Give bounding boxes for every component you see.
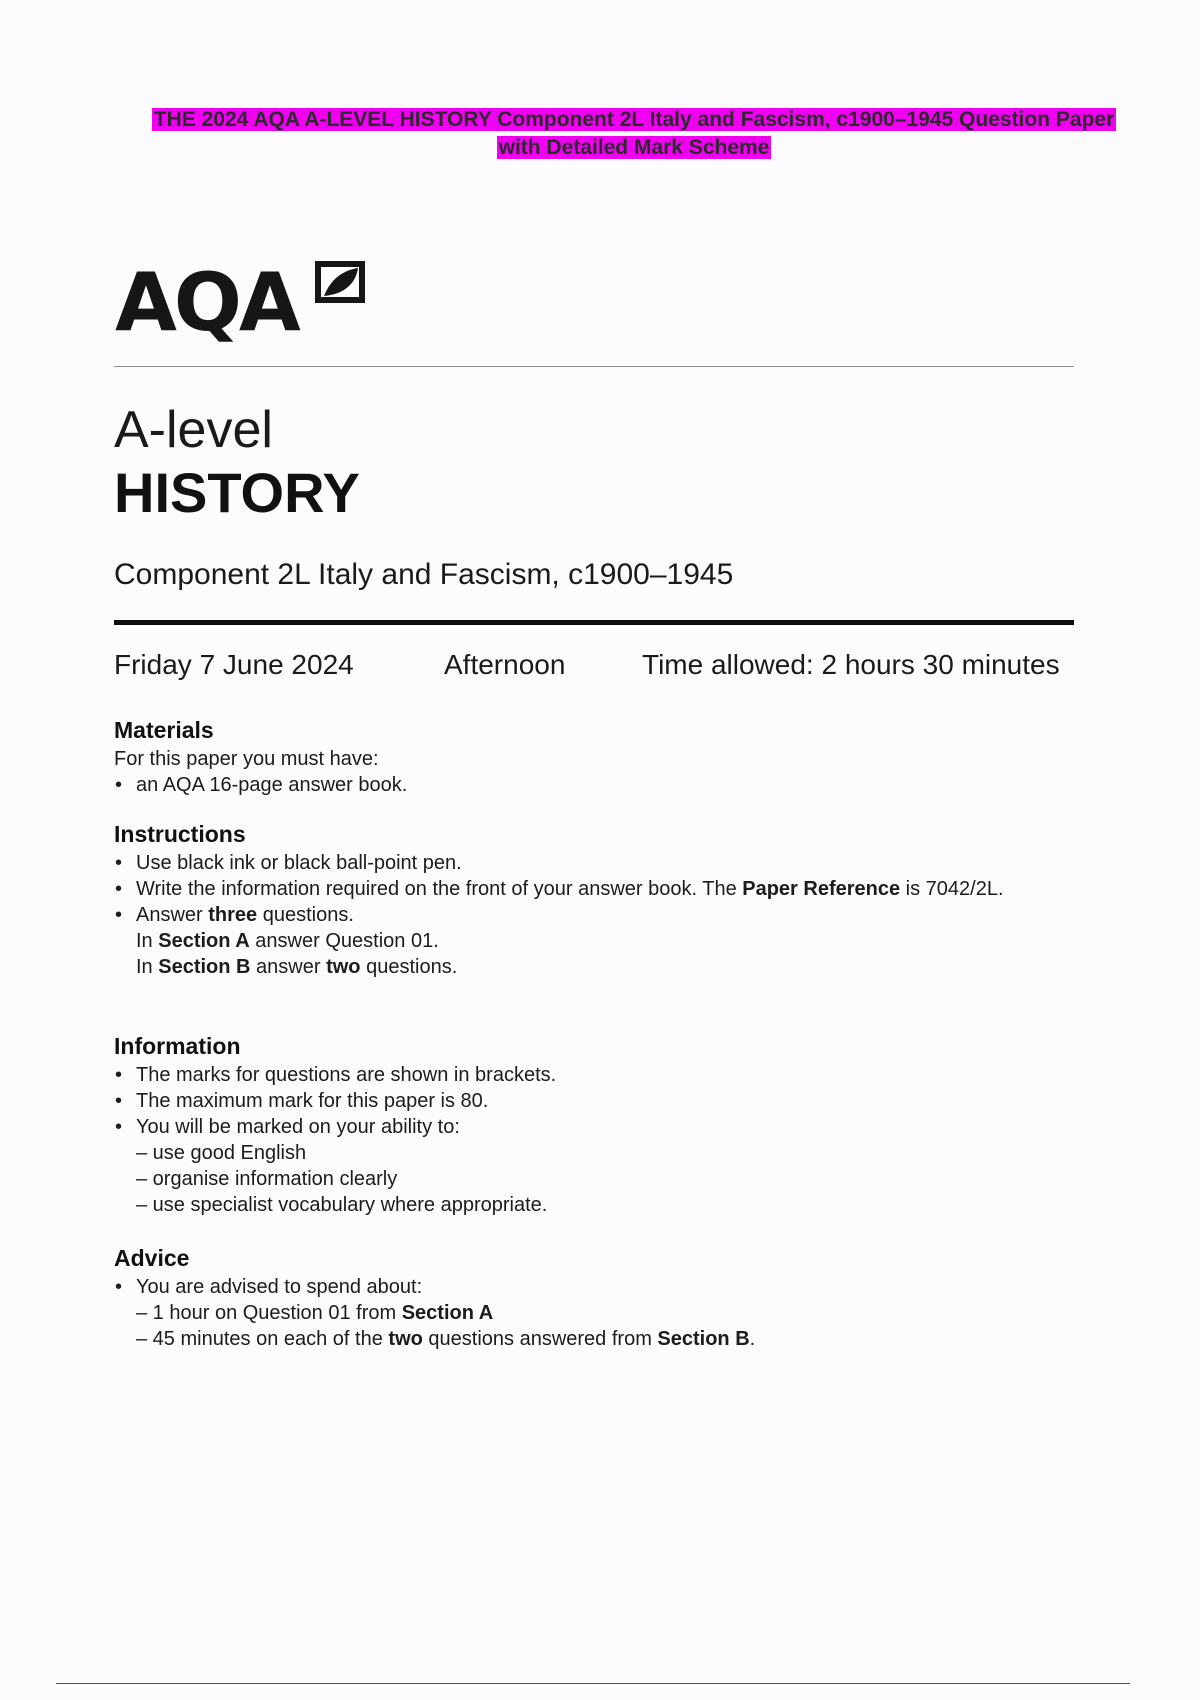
document-banner — [80, 106, 1188, 162]
instruction-sub-line: In Section B answer two questions. — [136, 956, 458, 978]
information-sub-item: – use specialist vocabulary where appropriate. — [136, 1194, 548, 1216]
materials-intro: For this paper you must have: — [114, 748, 379, 770]
advice-section — [114, 1244, 1094, 1352]
materials-item: • an AQA 16-page answer book. — [114, 772, 1094, 798]
instructions-heading: Instructions — [114, 821, 246, 847]
banner-line-1: THE 2024 AQA A-LEVEL HISTORY Component 2L Italy and Fascism, c1900–1945 Question Paper — [153, 108, 1115, 131]
information-item: • The maximum mark for this paper is 80. — [114, 1088, 1094, 1114]
component-title: Component 2L Italy and Fascism, c1900–1945 — [114, 558, 734, 591]
advice-item: • You are advised to spend about: — [114, 1274, 1094, 1300]
instruction-item: • Use black ink or black ball-point pen. — [114, 850, 1094, 876]
title-divider — [114, 620, 1074, 625]
exam-date: Friday 7 June 2024 — [114, 649, 354, 680]
banner-line-2: with Detailed Mark Scheme — [498, 136, 770, 159]
information-sub-item: – use good English — [136, 1142, 307, 1164]
instructions-section — [114, 820, 1094, 980]
exam-time-allowed: Time allowed: 2 hours 30 minutes — [642, 649, 1060, 680]
materials-heading: Materials — [114, 717, 214, 743]
information-heading: Information — [114, 1033, 241, 1059]
materials-section — [114, 716, 1094, 798]
information-section — [114, 1032, 1094, 1218]
advice-sub-item: – 1 hour on Question 01 from Section A — [136, 1302, 494, 1324]
advice-heading: Advice — [114, 1245, 190, 1271]
instruction-item: • Write the information required on the front of your answer book. The Paper Reference is 7042/2L. — [114, 876, 1036, 902]
aqa-logo-text: AQA — [115, 256, 298, 349]
information-item: • The marks for questions are shown in brackets. — [114, 1062, 1094, 1088]
exam-details — [114, 646, 1074, 686]
instruction-sub-line: In Section A answer Question 01. — [136, 930, 439, 952]
information-item: • You will be marked on your ability to: — [114, 1114, 1094, 1140]
aqa-logo — [115, 252, 395, 352]
exam-session: Afternoon — [444, 649, 566, 680]
advice-sub-item: – 45 minutes on each of the two questions answered from Section B. — [136, 1328, 756, 1350]
page-bottom-rule — [56, 1683, 1130, 1684]
subject-title: HISTORY — [114, 461, 360, 524]
instruction-item: • Answer three questions. — [114, 902, 1094, 928]
information-sub-item: – organise information clearly — [136, 1168, 398, 1190]
qualification-level: A-level — [114, 401, 273, 459]
leaf-logo-icon — [310, 256, 366, 312]
header-divider — [114, 366, 1074, 367]
